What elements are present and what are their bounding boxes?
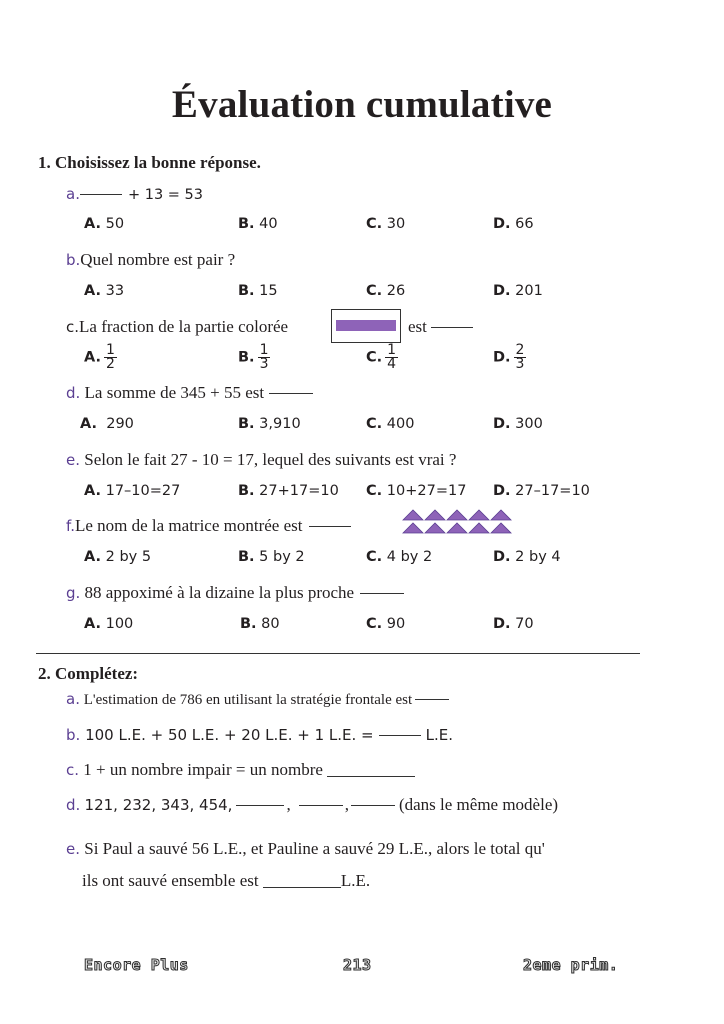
question-letter: d. — [66, 384, 81, 402]
option-label: C. — [366, 216, 383, 232]
option-d-A — [80, 416, 134, 432]
option-value: 26 — [386, 283, 406, 299]
section-divider — [36, 653, 640, 654]
complete-c — [66, 760, 415, 780]
option-g-B — [240, 616, 280, 632]
triangle — [469, 510, 489, 520]
question-letter: c. — [66, 318, 80, 336]
option-label: B. — [238, 549, 255, 565]
question-text: 1 + un nombre impair = un nombre — [83, 760, 323, 779]
option-value: 15 — [259, 283, 278, 299]
option-f-B — [238, 549, 305, 565]
page-number: 213 — [343, 956, 372, 974]
option-d-B — [238, 416, 301, 432]
option-label: D. — [493, 483, 511, 499]
option-value: 2 by 4 — [515, 549, 561, 565]
question-text: Selon le fait 27 - 10 = 17, lequel des suivants est vrai ? — [84, 450, 457, 469]
option-value: 50 — [105, 216, 125, 232]
option-e-C — [366, 483, 466, 499]
option-label: B. — [240, 616, 257, 632]
answer-blank — [431, 327, 473, 328]
option-label: D. — [493, 549, 511, 565]
option-g-C — [366, 616, 405, 632]
option-b-C — [366, 283, 405, 299]
option-value: 27–17=10 — [515, 483, 590, 499]
question-text-after: est — [408, 317, 427, 336]
option-value: 17–10=27 — [105, 483, 181, 499]
option-value: 300 — [515, 416, 543, 432]
option-c-A — [84, 344, 117, 371]
option-value: 90 — [386, 616, 406, 632]
question-text: Si Paul a sauvé 56 L.E., et Pauline a sauvé 29 L.E., alors le total qu' — [84, 839, 545, 858]
option-value: 4 by 2 — [386, 549, 433, 565]
option-label: C. — [366, 283, 383, 299]
question-b — [66, 250, 235, 270]
question-text: + 13 = 53 — [127, 187, 203, 203]
option-b-A — [84, 283, 124, 299]
option-value: 10+27=17 — [386, 483, 467, 499]
option-value: 33 — [105, 283, 125, 299]
option-label: B. — [238, 349, 255, 366]
option-value: 100 — [105, 616, 134, 632]
section-2-heading: 2. Complétez: — [38, 664, 139, 683]
option-label: D. — [493, 349, 511, 366]
triangle — [469, 523, 489, 533]
option-label: B. — [238, 483, 255, 499]
option-value: 40 — [259, 216, 278, 232]
complete-e-line2 — [82, 871, 370, 891]
question-text: La somme de 345 + 55 est — [84, 383, 265, 402]
complete-e — [66, 839, 545, 859]
option-label: D. — [493, 283, 511, 299]
answer-blank — [379, 735, 421, 736]
question-letter: d. — [66, 796, 81, 814]
numerator: 1 — [259, 342, 269, 358]
option-label: B. — [238, 416, 255, 432]
option-a-C — [366, 216, 405, 232]
option-label: A. — [84, 216, 101, 232]
fraction-shape — [331, 309, 401, 343]
option-e-A — [84, 483, 180, 499]
question-letter: f. — [66, 517, 75, 535]
option-c-D — [493, 344, 526, 371]
question-text: Quel nombre est pair ? — [80, 250, 236, 269]
question-text-after: L.E. — [425, 726, 454, 744]
question-letter: e. — [66, 451, 80, 469]
option-label: A. — [84, 549, 101, 565]
numerator: 1 — [106, 342, 115, 358]
answer-blank — [236, 805, 284, 806]
question-text: L'estimation de 786 en utilisant la stratégie frontale est — [83, 692, 413, 708]
question-text: Le nom de la matrice montrée est — [74, 516, 303, 535]
question-letter: b. — [66, 251, 81, 269]
option-e-B — [238, 483, 339, 499]
option-value: 27+17=10 — [259, 483, 339, 499]
question-text: 121, 232, 343, 454, — [84, 796, 233, 814]
option-a-D — [493, 216, 534, 232]
question-letter: c. — [66, 761, 80, 779]
question-letter: g. — [66, 584, 81, 602]
question-letter: e. — [66, 840, 80, 858]
answer-blank — [299, 805, 343, 806]
question-letter: a. — [66, 185, 80, 203]
option-label: D. — [493, 616, 511, 632]
answer-blank — [327, 776, 415, 777]
option-value: 3,910 — [259, 416, 301, 432]
colored-part — [336, 320, 396, 331]
option-a-B — [238, 216, 278, 232]
option-label: C. — [366, 616, 383, 632]
numerator: 1 — [387, 342, 397, 358]
option-f-A — [84, 549, 151, 565]
option-b-B — [238, 283, 278, 299]
option-label: B. — [238, 283, 255, 299]
option-f-D — [493, 549, 561, 565]
fraction — [104, 344, 117, 371]
question-text-line2: ils ont sauvé ensemble est — [82, 871, 259, 890]
option-value: 400 — [386, 416, 415, 432]
answer-blank — [263, 887, 341, 888]
fraction — [514, 344, 527, 371]
denominator: 3 — [259, 356, 269, 372]
question-a — [66, 184, 203, 204]
section-1-heading: 1. Choisissez la bonne réponse. — [38, 153, 261, 172]
triangle — [425, 523, 445, 533]
question-letter: a. — [66, 690, 80, 708]
option-label: A. — [84, 283, 101, 299]
option-d-C — [366, 416, 414, 432]
triangle — [447, 510, 467, 520]
complete-a — [66, 690, 449, 709]
option-g-D — [493, 616, 534, 632]
denominator: 2 — [106, 356, 115, 372]
question-text-after: L.E. — [340, 871, 371, 890]
option-c-B — [238, 344, 270, 371]
answer-blank — [351, 805, 395, 806]
option-a-A — [84, 216, 124, 232]
option-b-D — [493, 283, 543, 299]
page-title: Évaluation cumulative — [171, 83, 553, 126]
numerator: 2 — [515, 342, 525, 358]
option-e-D — [493, 483, 590, 499]
option-label: D. — [493, 216, 511, 232]
question-letter: b. — [66, 726, 81, 744]
triangle — [403, 523, 423, 533]
question-text: 100 L.E. + 50 L.E. + 20 L.E. + 1 L.E. = — [85, 726, 374, 744]
triangle — [491, 510, 511, 520]
triangle — [425, 510, 445, 520]
triangle — [491, 523, 511, 533]
question-c-tail — [408, 317, 473, 337]
option-value: 2 by 5 — [105, 549, 152, 565]
option-value: 66 — [515, 216, 534, 232]
complete-d: d. 121, 232, 343, 454, , , (dans le même modèle) — [66, 795, 559, 814]
denominator: 4 — [387, 356, 397, 372]
option-label: C. — [366, 416, 383, 432]
option-label: C. — [366, 349, 383, 366]
fraction — [385, 344, 398, 371]
option-label: C. — [366, 483, 383, 499]
question-text-after: (dans le même modèle) — [398, 795, 559, 814]
fraction — [258, 344, 271, 371]
option-label: A. — [80, 416, 97, 432]
triangle — [403, 510, 423, 520]
option-value: 30 — [386, 216, 406, 232]
option-label: D. — [493, 416, 511, 432]
option-value: 70 — [515, 616, 534, 632]
answer-blank — [309, 526, 351, 527]
question-d — [66, 383, 313, 403]
option-d-D — [493, 416, 543, 432]
triangle — [447, 523, 467, 533]
option-label: C. — [366, 549, 383, 565]
option-value: 5 by 2 — [259, 549, 305, 565]
option-label: B. — [238, 216, 255, 232]
option-value: 290 — [106, 416, 134, 432]
answer-blank — [415, 699, 449, 700]
option-g-A — [84, 616, 133, 632]
triangle-matrix-icon — [398, 508, 514, 536]
footer-book-title: Encore Plus — [84, 956, 189, 974]
footer-grade: 2eme prim. — [523, 956, 619, 974]
question-g — [66, 583, 404, 603]
question-e — [66, 450, 456, 470]
option-value: 201 — [515, 283, 543, 299]
option-label: A. — [84, 483, 101, 499]
question-text: La fraction de la partie colorée — [79, 317, 289, 336]
option-label: A. — [84, 616, 101, 632]
option-value: 80 — [261, 616, 280, 632]
answer-blank — [80, 194, 122, 195]
option-f-C — [366, 549, 432, 565]
denominator: 3 — [515, 356, 525, 372]
question-text: 88 appoximé à la dizaine la plus proche — [84, 583, 355, 602]
option-label: A. — [84, 349, 101, 366]
answer-blank — [269, 393, 313, 394]
complete-b — [66, 726, 453, 744]
question-f — [66, 516, 351, 536]
option-c-C — [366, 344, 398, 371]
answer-blank — [360, 593, 404, 594]
question-c — [66, 317, 288, 337]
